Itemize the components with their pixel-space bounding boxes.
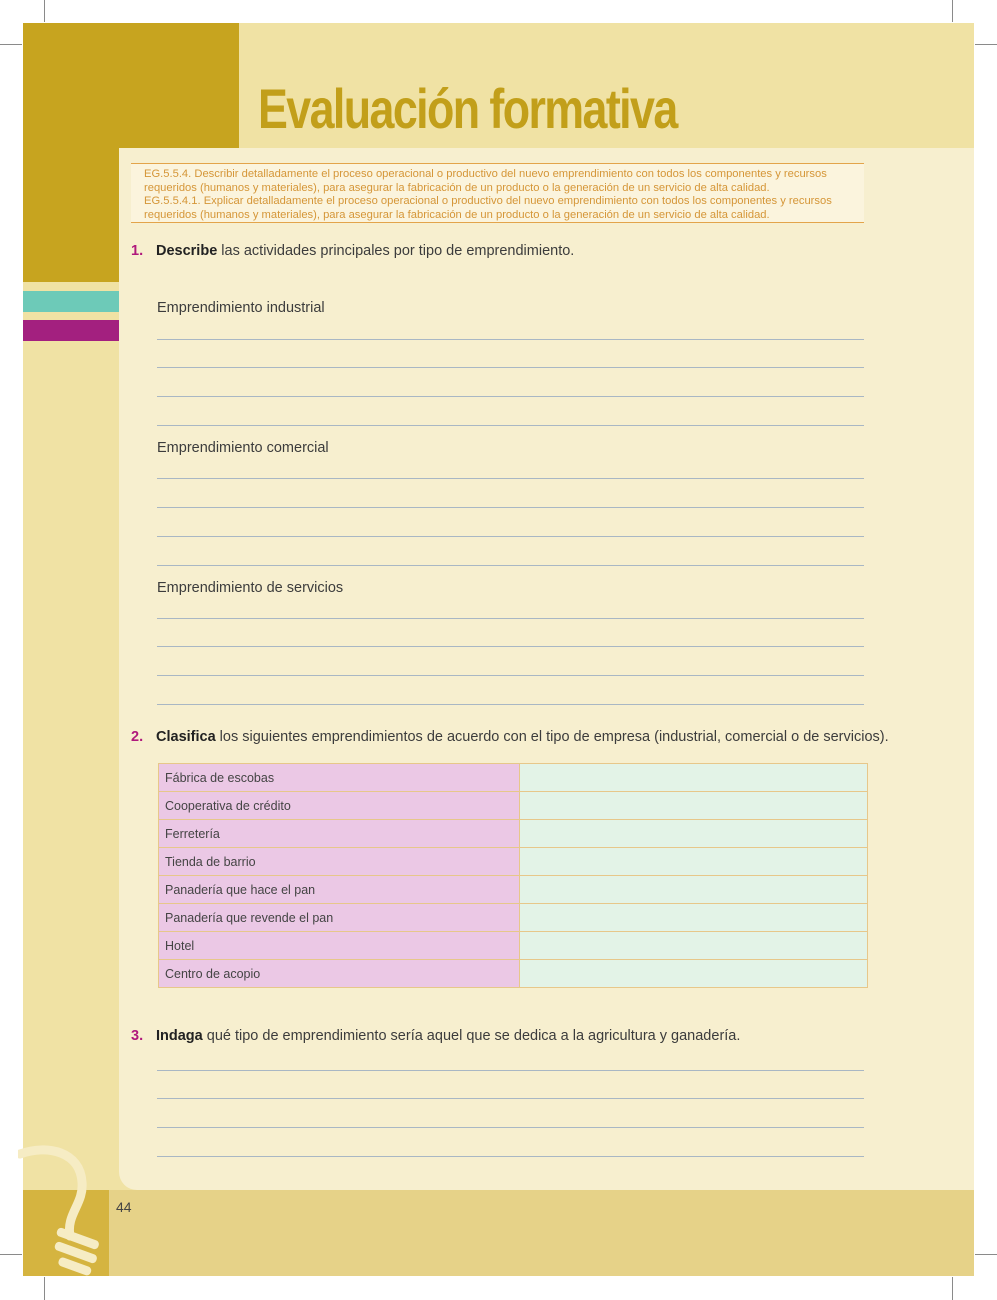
business-name: Centro de acopio bbox=[159, 960, 520, 988]
objective-line: requeridos (humanos y materiales), para asegurar la fabricación de un producto o la generación de un servicio de alta calidad. bbox=[144, 181, 770, 194]
table-row bbox=[159, 764, 868, 792]
answer-line[interactable] bbox=[157, 536, 864, 537]
crop-mark bbox=[44, 1277, 45, 1300]
objective-line: EG.5.5.4.1. Explicar detalladamente el proceso operacional o productivo del nuevo emprendimiento con todos los componentes y recursos bbox=[144, 195, 832, 208]
question-number: 2. bbox=[131, 729, 144, 745]
answer-line[interactable] bbox=[157, 425, 864, 426]
answer-cell[interactable] bbox=[520, 792, 868, 820]
question-number: 1. bbox=[131, 243, 144, 259]
business-name: Fábrica de escobas bbox=[159, 764, 520, 792]
objective-line: requeridos (humanos y materiales), para asegurar la fabricación de un producto o la generación de un servicio de alta calidad. bbox=[144, 208, 770, 221]
answer-line[interactable] bbox=[157, 396, 864, 397]
table-row bbox=[159, 820, 868, 848]
objective-line: EG.5.5.4. Describir detalladamente el proceso operacional o productivo del nuevo emprendimiento con todos los componentes y recursos bbox=[144, 168, 827, 180]
question-3 bbox=[131, 1028, 871, 1048]
answer-line[interactable] bbox=[157, 1098, 864, 1099]
crop-mark bbox=[975, 1254, 997, 1255]
answer-line[interactable] bbox=[157, 1127, 864, 1128]
question-2 bbox=[131, 729, 889, 749]
section-label-commercial: Emprendimiento comercial bbox=[157, 440, 329, 456]
lightbulb-icon bbox=[18, 1138, 118, 1278]
page-title: Evaluación formativa bbox=[258, 77, 677, 140]
answer-line[interactable] bbox=[157, 565, 864, 566]
answer-cell[interactable] bbox=[520, 764, 868, 792]
answer-cell[interactable] bbox=[520, 932, 868, 960]
question-text bbox=[156, 729, 889, 745]
table-row bbox=[159, 932, 868, 960]
answer-cell[interactable] bbox=[520, 876, 868, 904]
answer-line[interactable] bbox=[157, 618, 864, 619]
question-body: las actividades principales por tipo de emprendimiento. bbox=[217, 243, 575, 259]
table-row bbox=[159, 876, 868, 904]
page-number: 44 bbox=[116, 1199, 132, 1215]
business-name: Ferretería bbox=[159, 820, 520, 848]
business-name: Panadería que revende el pan bbox=[159, 904, 520, 932]
table-row bbox=[159, 960, 868, 988]
question-body: los siguientes emprendimientos de acuerdo con el tipo de empresa (industrial, comercial o de servicios). bbox=[215, 729, 889, 745]
crop-mark bbox=[952, 0, 953, 22]
magenta-band bbox=[23, 320, 119, 341]
table-row bbox=[159, 848, 868, 876]
answer-line[interactable] bbox=[157, 507, 864, 508]
question-1 bbox=[131, 243, 871, 263]
answer-line[interactable] bbox=[157, 704, 864, 705]
business-name: Tienda de barrio bbox=[159, 848, 520, 876]
table-row bbox=[159, 904, 868, 932]
answer-line[interactable] bbox=[157, 646, 864, 647]
answer-cell[interactable] bbox=[520, 960, 868, 988]
teal-band bbox=[23, 291, 119, 312]
answer-line[interactable] bbox=[157, 675, 864, 676]
classification-table bbox=[158, 763, 868, 988]
question-body: qué tipo de emprendimiento sería aquel que se dedica a la agricultura y ganadería. bbox=[202, 1028, 741, 1044]
question-verb: Clasifica bbox=[156, 729, 216, 745]
section-label-industrial: Emprendimiento industrial bbox=[157, 300, 325, 316]
table-row bbox=[159, 792, 868, 820]
business-name: Panadería que hace el pan bbox=[159, 876, 520, 904]
crop-mark bbox=[975, 44, 997, 45]
answer-line[interactable] bbox=[157, 339, 864, 340]
crop-mark bbox=[44, 0, 45, 22]
answer-line[interactable] bbox=[157, 478, 864, 479]
crop-mark bbox=[0, 44, 22, 45]
bottom-strip bbox=[109, 1190, 974, 1276]
question-text bbox=[156, 243, 574, 259]
question-verb: Indaga bbox=[156, 1028, 203, 1044]
answer-cell[interactable] bbox=[520, 904, 868, 932]
answer-line[interactable] bbox=[157, 367, 864, 368]
business-name: Cooperativa de crédito bbox=[159, 792, 520, 820]
answer-line[interactable] bbox=[157, 1156, 864, 1157]
answer-line[interactable] bbox=[157, 1070, 864, 1071]
question-verb: Describe bbox=[156, 243, 218, 259]
question-text bbox=[156, 1028, 740, 1044]
section-label-services: Emprendimiento de servicios bbox=[157, 580, 344, 596]
objectives-box bbox=[131, 163, 864, 223]
answer-cell[interactable] bbox=[520, 848, 868, 876]
answer-cell[interactable] bbox=[520, 820, 868, 848]
business-name: Hotel bbox=[159, 932, 520, 960]
crop-mark bbox=[952, 1277, 953, 1300]
question-number: 3. bbox=[131, 1028, 144, 1044]
